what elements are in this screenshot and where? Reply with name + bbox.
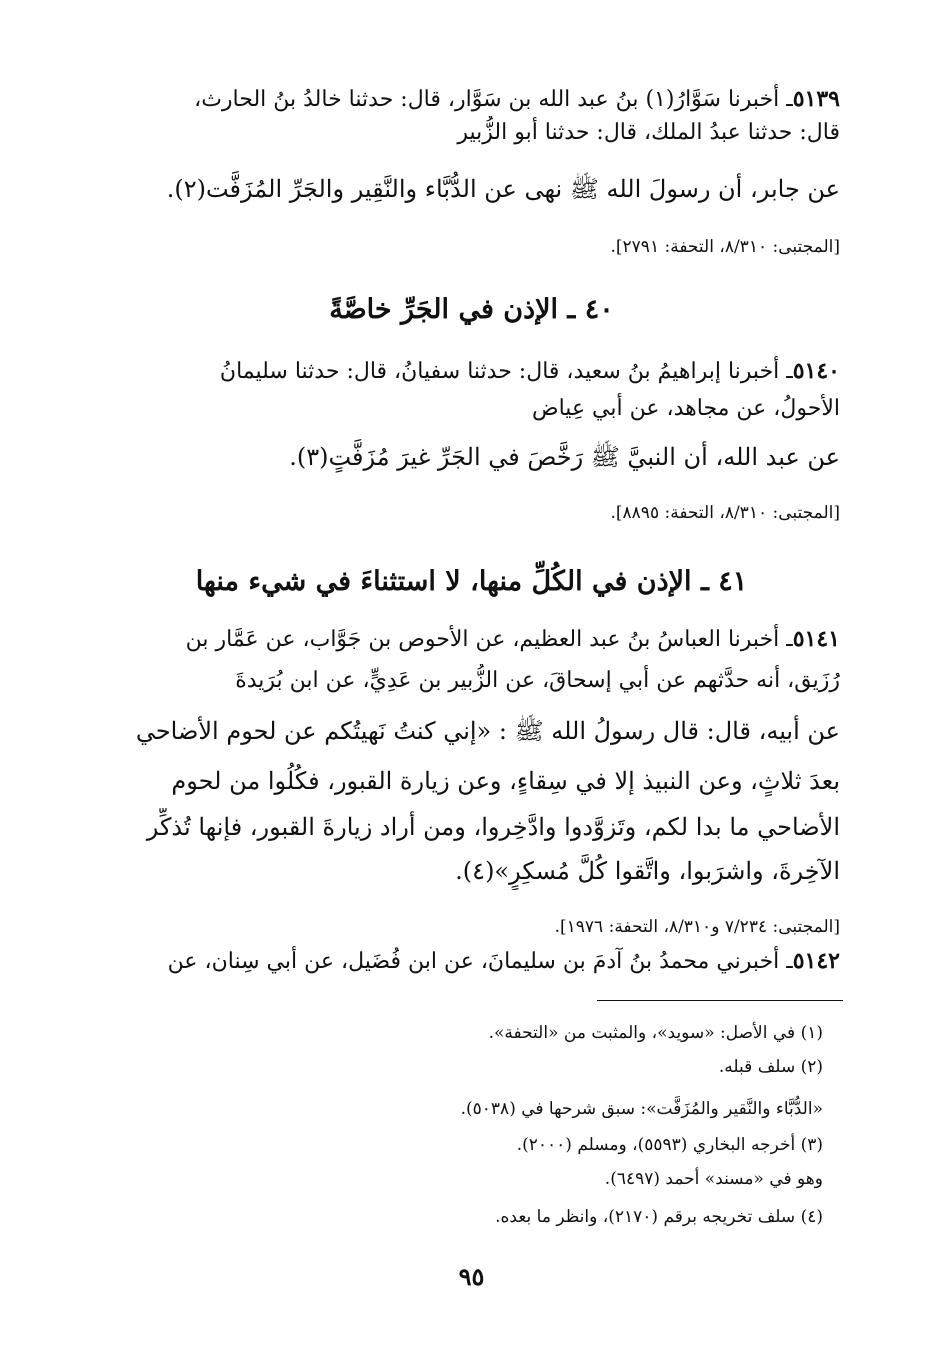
chapter-40-heading: ٤٠ ـ الإذن في الجَرِّ خاصَّةً (329, 294, 614, 325)
hadith-number: ٥١٣٩ (792, 86, 840, 112)
hadith-5140-isnad-line-1 (100, 354, 840, 389)
footnote-3: (٣) أخرجه البخاري (٥٥٩٣)، ومسلم (٢٠٠٠). (516, 1135, 823, 1155)
hadith-5140-matn: عن عبد الله، أن النبيَّ ﷺ رَخَّصَ في الجَرِّ غيرَ مُزَفَّتٍ(٣). (289, 443, 840, 471)
hadith-text: ـ أخبرنا العباسُ بنُ عبد العظيم، عن الأحوص بن جَوَّاب، عن عَمَّار بن (185, 627, 793, 652)
hadith-5141-isnad-line-1 (100, 622, 840, 657)
hadith-text: ـ أخبرنا سَوَّارُ(١) بنُ عبد الله بن سَوَّار، قال: حدثنا خالدُ بنُ الحارث، (194, 87, 793, 112)
hadith-5139-isnad-line-1 (100, 82, 840, 117)
footnote-3-continuation: وهو في «مسند» أحمد (٦٤٩٧). (604, 1169, 823, 1189)
hadith-5139-reference: [المجتبى: ٨/٣١٠، التحفة: ٢٧٩١]. (610, 237, 840, 257)
footnote-4: (٤) سلف تخريجه برقم (٢١٧٠)، وانظر ما بعده. (495, 1207, 823, 1227)
hadith-5141-reference: [المجتبى: ٧/٢٣٤ و٨/٣١٠، التحفة: ١٩٧٦]. (554, 917, 840, 937)
footnote-separator (597, 1000, 843, 1001)
hadith-text: ـ أخبرني محمدُ بنُ آدمَ بن سليمانَ، عن ابن فُضَيل، عن أبي سِنان، عن (167, 949, 793, 974)
hadith-5140-reference: [المجتبى: ٨/٣١٠، التحفة: ٨٨٩٥]. (610, 503, 840, 523)
hadith-5142-isnad-line-1 (100, 944, 840, 979)
hadith-5141-matn-line-1: عن أبيه، قال: قال رسولُ الله ﷺ : «إني كنتُ نَهيتُكم عن لحوم الأضاحي (135, 717, 840, 745)
hadith-5141-matn-line-3: الأضاحي ما بدا لكم، وتَزوَّدوا وادَّخِروا، ومن أراد زيارةَ القبور، فإنها تُذكِّر (146, 813, 840, 841)
hadith-5140-isnad-line-2: الأحولُ، عن مجاهد، عن أبي عِياض (532, 396, 840, 421)
page-number: ٩٥ (458, 1262, 485, 1291)
footnote-2: (٢) سلف قبله. (718, 1057, 823, 1077)
hadith-5139-matn: عن جابر، أن رسولَ الله ﷺ نهى عن الدُّبَّاء والنَّقِير والجَرِّ المُزَفَّت(٢). (166, 175, 840, 203)
hadith-5141-matn-line-2: بعدَ ثلاثٍ، وعن النبيذ إلا في سِقاءٍ، وعن زيارة القبور، فكُلُوا من لحوم (171, 767, 840, 795)
hadith-text: ـ أخبرنا إبراهيمُ بنُ سعيد، قال: حدثنا سفيانُ، قال: حدثنا سليمانُ (219, 359, 793, 384)
footnote-1: (١) في الأصل: «سويد»، والمثبت من «التحفة». (488, 1023, 823, 1043)
footnote-2-explanation: «الدُّبَّاء والنَّقير والمُزَفَّت»: سبق شرحها في (٥٠٣٨). (460, 1099, 823, 1119)
hadith-5139-isnad-line-2: قال: حدثنا عبدُ الملك، قال: حدثنا أبو الزُّبير (457, 120, 840, 145)
hadith-number: ٥١٤١ (792, 626, 840, 652)
hadith-5141-matn-line-4: الآخِرةَ، واشرَبوا، واتَّقوا كُلَّ مُسكِرٍ»(٤). (455, 857, 840, 885)
hadith-5141-isnad-line-2: رُزَيق، أنه حدَّثهم عن أبي إسحاقَ، عن الزُّبير بن عَدِيٍّ، عن ابن بُرَيدةَ (235, 668, 840, 693)
hadith-number: ٥١٤٠ (792, 358, 840, 384)
chapter-41-heading: ٤١ ـ الإذن في الكُلِّ منها، لا استثناءَ في شيء منها (195, 566, 748, 597)
hadith-number: ٥١٤٢ (792, 948, 840, 974)
